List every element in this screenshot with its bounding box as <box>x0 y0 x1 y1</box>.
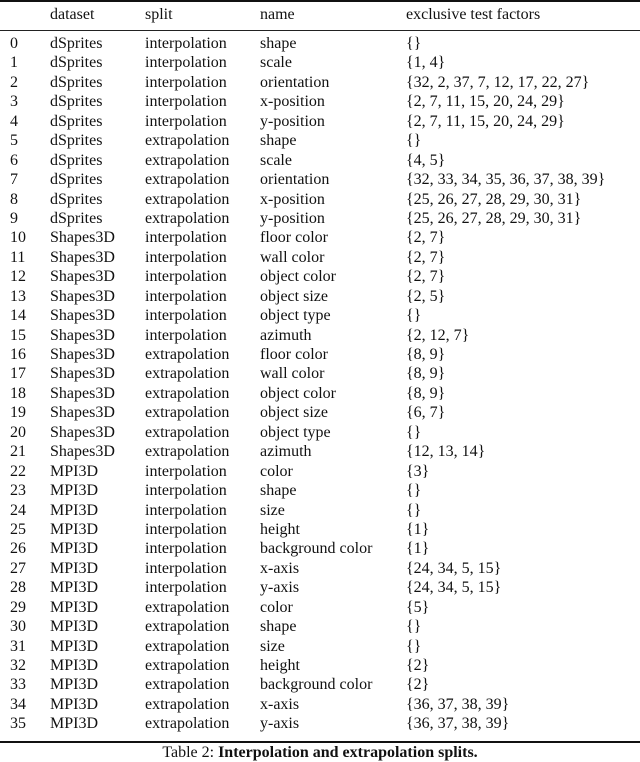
table-row <box>0 714 640 733</box>
cell-index: 25 <box>10 520 26 538</box>
caption-title: Interpolation and extrapolation splits. <box>218 744 478 761</box>
cell-index: 15 <box>10 326 26 344</box>
table-row <box>0 248 640 267</box>
table-row <box>0 170 640 189</box>
cell-split: interpolation <box>145 35 227 52</box>
cell-split: interpolation <box>145 287 227 305</box>
cell-dataset: MPI3D <box>50 657 99 674</box>
cell-split: extrapolation <box>145 618 230 636</box>
table-row <box>0 403 640 422</box>
cell-exclusive-test-factors: {} <box>406 35 422 52</box>
header-dataset: dataset <box>50 6 95 23</box>
cell-dataset: MPI3D <box>50 715 99 733</box>
cell-exclusive-test-factors: {} <box>406 423 422 441</box>
cell-exclusive-test-factors: {} <box>406 501 422 519</box>
cell-split: interpolation <box>145 520 227 538</box>
cell-exclusive-test-factors: {2} <box>406 657 430 674</box>
cell-index: 8 <box>10 190 18 208</box>
cell-dataset: MPI3D <box>50 618 99 636</box>
cell-dataset: dSprites <box>50 93 103 111</box>
cell-split: interpolation <box>145 112 227 130</box>
cell-name: shape <box>260 482 297 500</box>
table-row <box>0 559 640 578</box>
cell-exclusive-test-factors: {2, 7, 11, 15, 20, 24, 29} <box>406 93 565 111</box>
cell-index: 11 <box>10 248 26 266</box>
table-row <box>0 306 640 325</box>
table-row <box>0 501 640 520</box>
cell-dataset: dSprites <box>50 73 103 91</box>
cell-index: 24 <box>10 501 26 519</box>
cell-name: floor color <box>260 346 328 363</box>
cell-dataset: Shapes3D <box>50 287 115 305</box>
cell-index: 34 <box>10 695 26 713</box>
cell-index: 13 <box>10 287 26 305</box>
table-row <box>0 34 640 53</box>
cell-index: 4 <box>10 112 18 130</box>
table-row <box>0 345 640 364</box>
cell-dataset: Shapes3D <box>50 423 115 441</box>
table-row <box>0 384 640 403</box>
cell-index: 28 <box>10 579 26 597</box>
cell-split: interpolation <box>145 93 227 111</box>
table-body <box>0 34 640 734</box>
table-row <box>0 287 640 306</box>
cell-index: 20 <box>10 423 26 441</box>
table-row <box>0 462 640 481</box>
table-row <box>0 539 640 558</box>
table-row <box>0 442 640 461</box>
cell-name: azimuth <box>260 326 312 344</box>
table-row <box>0 267 640 286</box>
cell-split: extrapolation <box>145 365 230 383</box>
table-row <box>0 481 640 500</box>
cell-name: azimuth <box>260 443 312 461</box>
cell-exclusive-test-factors: {3} <box>406 462 430 480</box>
table-row <box>0 131 640 150</box>
table-row <box>0 675 640 694</box>
cell-dataset: MPI3D <box>50 637 99 655</box>
cell-split: interpolation <box>145 307 227 325</box>
cell-name: floor color <box>260 229 328 247</box>
cell-index: 30 <box>10 618 26 636</box>
table-row <box>0 695 640 714</box>
cell-dataset: dSprites <box>50 190 103 208</box>
cell-exclusive-test-factors: {5} <box>406 598 430 616</box>
cell-split: interpolation <box>145 559 227 577</box>
cell-name: shape <box>260 618 297 636</box>
caption-label: Table 2: <box>162 744 219 761</box>
cell-index: 29 <box>10 598 26 616</box>
cell-name: height <box>260 520 300 538</box>
cell-name: object size <box>260 287 328 305</box>
cell-split: interpolation <box>145 462 227 480</box>
cell-dataset: dSprites <box>50 54 103 72</box>
cell-name: x-position <box>260 190 325 208</box>
cell-exclusive-test-factors: {2, 7} <box>406 229 446 247</box>
table-row <box>0 423 640 442</box>
cell-name: color <box>260 462 293 480</box>
cell-index: 22 <box>10 462 26 480</box>
cell-exclusive-test-factors: {32, 33, 34, 35, 36, 37, 38, 39} <box>406 171 606 189</box>
cell-name: background color <box>260 676 373 694</box>
cell-dataset: MPI3D <box>50 598 99 616</box>
cell-dataset: MPI3D <box>50 540 99 558</box>
table-row <box>0 53 640 72</box>
cell-exclusive-test-factors: {} <box>406 482 422 500</box>
cell-exclusive-test-factors: {2} <box>406 676 430 694</box>
cell-split: interpolation <box>145 501 227 519</box>
cell-index: 31 <box>10 637 26 655</box>
cell-name: object type <box>260 423 331 441</box>
cell-name: wall color <box>260 248 325 266</box>
cell-split: extrapolation <box>145 151 230 169</box>
cell-dataset: dSprites <box>50 35 103 52</box>
cell-name: object color <box>260 384 336 402</box>
cell-name: x-position <box>260 93 325 111</box>
cell-index: 33 <box>10 676 26 694</box>
cell-name: y-position <box>260 209 325 227</box>
cell-split: extrapolation <box>145 132 230 150</box>
cell-split: interpolation <box>145 54 227 72</box>
table-row <box>0 228 640 247</box>
cell-exclusive-test-factors: {1, 4} <box>406 54 446 72</box>
cell-dataset: dSprites <box>50 132 103 150</box>
table-header-row <box>0 4 640 26</box>
cell-exclusive-test-factors: {} <box>406 618 422 636</box>
cell-split: interpolation <box>145 482 227 500</box>
cell-dataset: MPI3D <box>50 462 99 480</box>
cell-split: extrapolation <box>145 715 230 733</box>
cell-exclusive-test-factors: {25, 26, 27, 28, 29, 30, 31} <box>406 190 582 208</box>
table-caption <box>0 744 640 762</box>
cell-exclusive-test-factors: {8, 9} <box>406 365 446 383</box>
cell-dataset: Shapes3D <box>50 268 115 286</box>
cell-exclusive-test-factors: {2, 7} <box>406 248 446 266</box>
cell-dataset: dSprites <box>50 151 103 169</box>
cell-dataset: Shapes3D <box>50 384 115 402</box>
cell-index: 2 <box>10 73 18 91</box>
cell-dataset: dSprites <box>50 112 103 130</box>
cell-exclusive-test-factors: {24, 34, 5, 15} <box>406 579 502 597</box>
table-row <box>0 364 640 383</box>
cell-name: scale <box>260 151 292 169</box>
cell-dataset: MPI3D <box>50 676 99 694</box>
cell-index: 14 <box>10 307 26 325</box>
cell-dataset: Shapes3D <box>50 229 115 247</box>
table-row <box>0 578 640 597</box>
cell-name: orientation <box>260 171 330 189</box>
cell-split: interpolation <box>145 540 227 558</box>
table-row <box>0 598 640 617</box>
cell-dataset: MPI3D <box>50 695 99 713</box>
table-row <box>0 520 640 539</box>
cell-dataset: MPI3D <box>50 520 99 538</box>
table-row <box>0 656 640 675</box>
cell-index: 17 <box>10 365 26 383</box>
table-row <box>0 617 640 636</box>
cell-name: scale <box>260 54 292 72</box>
cell-name: y-axis <box>260 579 300 597</box>
cell-dataset: MPI3D <box>50 501 99 519</box>
cell-name: background color <box>260 540 373 558</box>
cell-index: 35 <box>10 715 26 733</box>
cell-index: 0 <box>10 35 18 52</box>
cell-exclusive-test-factors: {4, 5} <box>406 151 446 169</box>
cell-dataset: Shapes3D <box>50 248 115 266</box>
table-bottom-rule <box>0 741 640 743</box>
cell-split: extrapolation <box>145 598 230 616</box>
cell-name: object color <box>260 268 336 286</box>
cell-exclusive-test-factors: {1} <box>406 540 430 558</box>
cell-exclusive-test-factors: {12, 13, 14} <box>406 443 486 461</box>
cell-split: interpolation <box>145 579 227 597</box>
cell-exclusive-test-factors: {2, 12, 7} <box>406 326 470 344</box>
cell-exclusive-test-factors: {24, 34, 5, 15} <box>406 559 502 577</box>
cell-split: extrapolation <box>145 423 230 441</box>
cell-name: object type <box>260 307 331 325</box>
cell-dataset: Shapes3D <box>50 326 115 344</box>
cell-exclusive-test-factors: {8, 9} <box>406 346 446 363</box>
cell-dataset: Shapes3D <box>50 346 115 363</box>
cell-dataset: Shapes3D <box>50 443 115 461</box>
cell-exclusive-test-factors: {2, 7} <box>406 268 446 286</box>
cell-index: 12 <box>10 268 26 286</box>
cell-name: size <box>260 637 285 655</box>
cell-split: extrapolation <box>145 695 230 713</box>
table-row <box>0 92 640 111</box>
cell-index: 18 <box>10 384 26 402</box>
cell-exclusive-test-factors: {8, 9} <box>406 384 446 402</box>
cell-name: object size <box>260 404 328 422</box>
cell-split: extrapolation <box>145 209 230 227</box>
cell-split: interpolation <box>145 229 227 247</box>
table-header-rule <box>0 30 640 31</box>
cell-exclusive-test-factors: {36, 37, 38, 39} <box>406 715 510 733</box>
cell-index: 23 <box>10 482 26 500</box>
table-row <box>0 326 640 345</box>
cell-split: extrapolation <box>145 190 230 208</box>
cell-split: extrapolation <box>145 171 230 189</box>
cell-split: extrapolation <box>145 637 230 655</box>
cell-dataset: dSprites <box>50 209 103 227</box>
cell-dataset: Shapes3D <box>50 307 115 325</box>
cell-split: interpolation <box>145 248 227 266</box>
cell-exclusive-test-factors: {36, 37, 38, 39} <box>406 695 510 713</box>
cell-name: shape <box>260 35 297 52</box>
cell-index: 26 <box>10 540 26 558</box>
cell-name: y-axis <box>260 715 300 733</box>
cell-index: 1 <box>10 54 18 72</box>
table-row <box>0 73 640 92</box>
cell-dataset: Shapes3D <box>50 404 115 422</box>
table-row <box>0 151 640 170</box>
cell-exclusive-test-factors: {} <box>406 307 422 325</box>
table-row <box>0 112 640 131</box>
cell-dataset: MPI3D <box>50 559 99 577</box>
cell-split: extrapolation <box>145 443 230 461</box>
cell-name: x-axis <box>260 695 300 713</box>
cell-index: 27 <box>10 559 26 577</box>
table-row <box>0 209 640 228</box>
header-name: name <box>260 6 295 23</box>
cell-exclusive-test-factors: {} <box>406 132 422 150</box>
table-row <box>0 637 640 656</box>
cell-split: extrapolation <box>145 404 230 422</box>
cell-name: size <box>260 501 285 519</box>
cell-split: extrapolation <box>145 657 230 674</box>
cell-dataset: Shapes3D <box>50 365 115 383</box>
cell-name: x-axis <box>260 559 300 577</box>
cell-dataset: MPI3D <box>50 482 99 500</box>
cell-index: 3 <box>10 93 18 111</box>
table-top-rule <box>0 0 640 2</box>
cell-split: extrapolation <box>145 346 230 363</box>
cell-name: orientation <box>260 73 330 91</box>
cell-index: 10 <box>10 229 26 247</box>
cell-index: 16 <box>10 346 26 363</box>
cell-split: extrapolation <box>145 676 230 694</box>
cell-index: 9 <box>10 209 18 227</box>
cell-exclusive-test-factors: {} <box>406 637 422 655</box>
cell-exclusive-test-factors: {2, 5} <box>406 287 446 305</box>
cell-exclusive-test-factors: {2, 7, 11, 15, 20, 24, 29} <box>406 112 565 130</box>
cell-split: extrapolation <box>145 384 230 402</box>
cell-name: wall color <box>260 365 325 383</box>
cell-split: interpolation <box>145 326 227 344</box>
cell-name: color <box>260 598 293 616</box>
cell-index: 19 <box>10 404 26 422</box>
cell-index: 5 <box>10 132 18 150</box>
cell-index: 32 <box>10 657 26 674</box>
cell-name: shape <box>260 132 297 150</box>
header-split: split <box>145 6 173 23</box>
cell-exclusive-test-factors: {1} <box>406 520 430 538</box>
cell-name: height <box>260 657 300 674</box>
cell-exclusive-test-factors: {32, 2, 37, 7, 12, 17, 22, 27} <box>406 73 590 91</box>
cell-index: 6 <box>10 151 18 169</box>
table-row <box>0 190 640 209</box>
cell-index: 7 <box>10 171 18 189</box>
cell-split: interpolation <box>145 268 227 286</box>
cell-index: 21 <box>10 443 26 461</box>
cell-exclusive-test-factors: {25, 26, 27, 28, 29, 30, 31} <box>406 209 582 227</box>
cell-split: interpolation <box>145 73 227 91</box>
cell-name: y-position <box>260 112 325 130</box>
header-exclusive-test-factors: exclusive test factors <box>406 6 541 23</box>
cell-dataset: dSprites <box>50 171 103 189</box>
cell-dataset: MPI3D <box>50 579 99 597</box>
cell-exclusive-test-factors: {6, 7} <box>406 404 446 422</box>
